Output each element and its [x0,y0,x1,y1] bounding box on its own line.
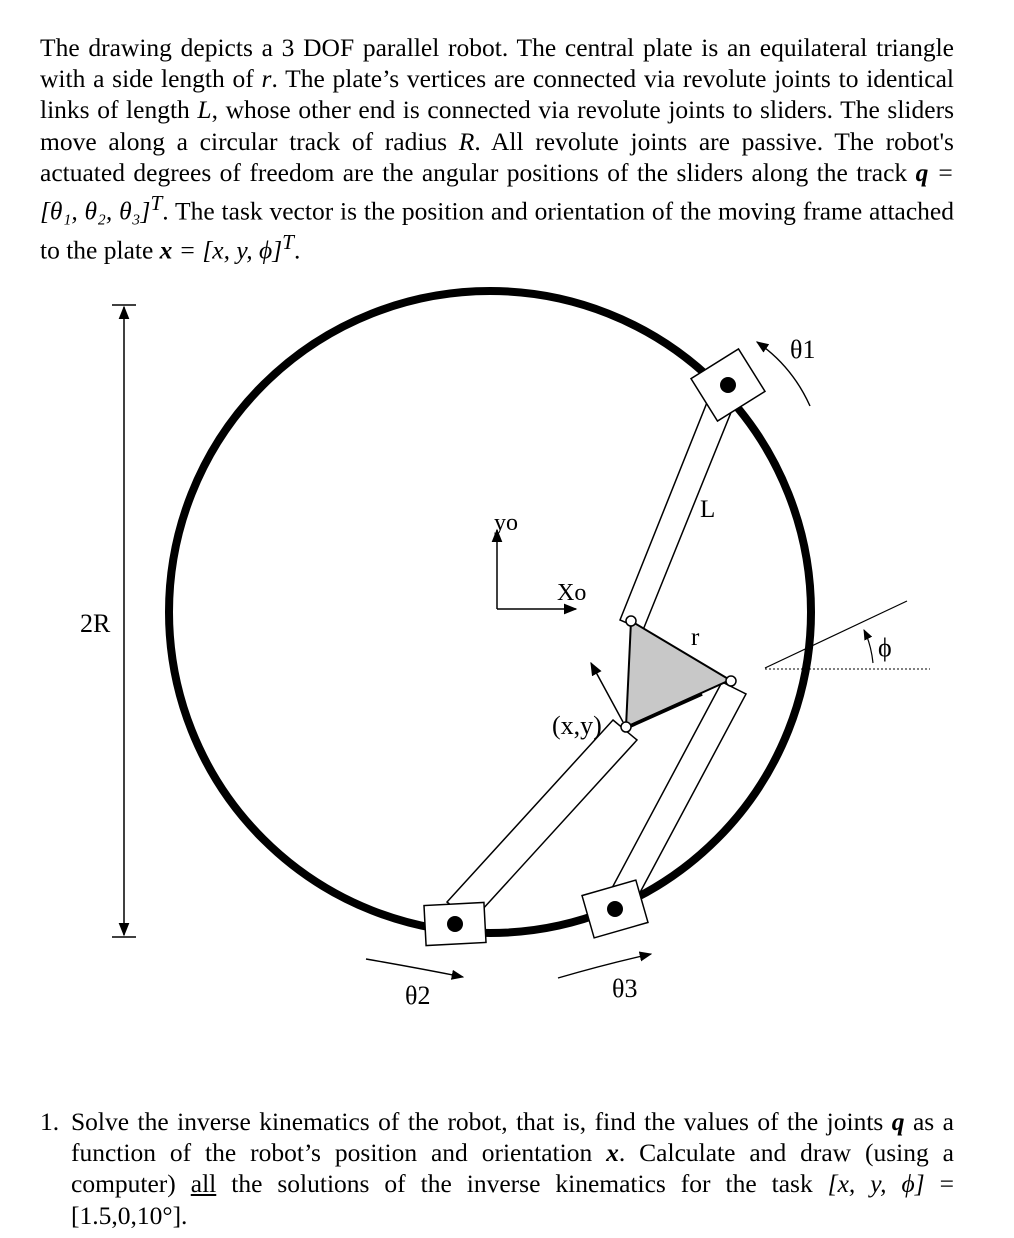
problem-description [40,32,954,265]
label-L: L [700,496,716,523]
question-1 [40,1106,954,1231]
link-1 [620,395,734,630]
transpose-sup-1: T [150,191,163,216]
symbol-q: q [915,157,929,187]
question-text-4: the solutions of the inverse kinematics for the task [216,1169,828,1199]
joint-plate-2 [621,722,631,732]
label-theta3: θ3 [612,974,638,1003]
phi-angle-indicator [765,601,930,669]
intro-text-2: . The plate’s vertices are connected via revolute joints to identical links of length [40,64,954,125]
question-text-3: . Calculate and draw (using a computer) [71,1138,954,1199]
slider-3 [582,880,648,938]
symbol-r: r [261,64,272,94]
label-r: r [691,624,700,651]
question-symbol-q: q [891,1107,905,1136]
transpose-sup-2: T [282,229,294,254]
question-all-underlined: all [190,1169,217,1199]
x-definition: = [x, y, ϕ] [172,235,283,265]
symbol-x: x [159,235,173,265]
label-phi: ϕ [878,633,892,662]
question-text-5: = [1.5,0,10°]. [71,1169,954,1230]
question-text-2: as a function of the robot’s position and orientation [71,1107,954,1168]
slider-1 [691,349,765,421]
theta2-arrow [366,959,463,977]
question-number: 1. [40,1107,60,1136]
symbol-R: R [458,126,475,156]
label-theta2: θ2 [405,981,431,1010]
label-xo: Xo [557,580,587,606]
question-text-1: Solve the inverse kinematics of the robot, that is, find the values of the joints [71,1107,892,1136]
intro-text-4: . All revolute joints are passive. The robot's actuated degrees of freedom are the angular positions of the sliders along the track [40,126,954,187]
intro-text-6: . [293,235,301,265]
joint-plate-3 [726,676,736,686]
question-text [71,1106,954,1231]
intro-text-5: . The task vector is the position and orientation of the moving frame attached to the plate [40,196,954,265]
slider-2 [424,902,486,945]
label-theta1: θ1 [790,335,816,364]
q-definition: = [θ₁, θ₂, θ₃] [40,157,954,226]
intro-text-1: The drawing depicts a 3 DOF parallel robot. The central plate is an equilateral triangle with a side length of [40,33,954,94]
question-task-vector: [x, y, ϕ] [827,1169,925,1199]
joint-plate-1 [626,616,636,626]
question-symbol-x: x [606,1138,619,1168]
label-xy: (x,y) [552,711,602,740]
robot-diagram [0,280,1014,1060]
label-2R: 2R [80,609,111,638]
label-yo: yo [494,510,518,536]
intro-text-3: , whose other end is connected via revolute joints to sliders. The sliders move along a circular track of radius [40,95,954,156]
symbol-L: L [197,95,212,125]
